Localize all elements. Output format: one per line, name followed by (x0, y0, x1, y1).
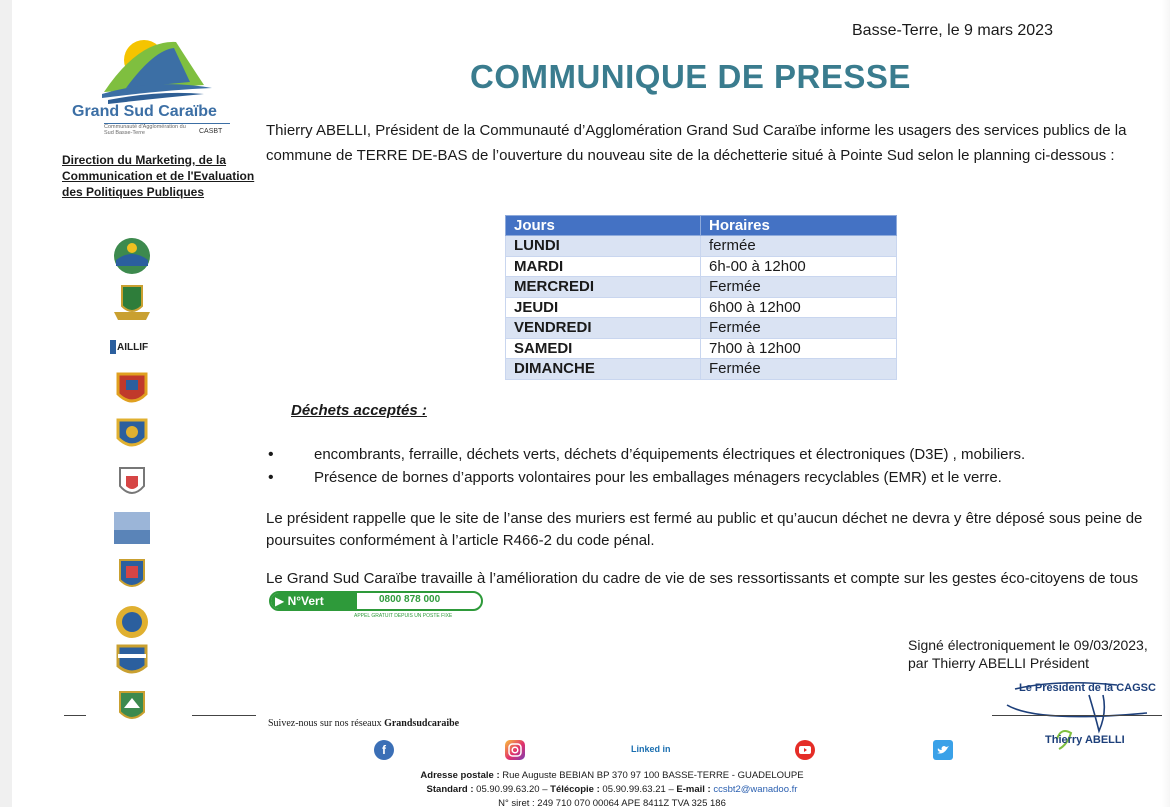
facebook-icon[interactable]: f (374, 740, 394, 760)
hours-cell: Fermée (701, 277, 897, 298)
youtube-icon[interactable] (795, 740, 815, 760)
follow-us-text (268, 718, 459, 729)
footer-divider (192, 715, 256, 716)
day-cell: JEUDI (506, 297, 701, 318)
hours-cell: fermée (701, 236, 897, 257)
direction-label: Direction du Marketing, de la Communication et de l'Evaluation des Politiques Publiques (62, 153, 255, 199)
footer-divider (64, 715, 86, 716)
table-row (506, 277, 897, 298)
crest-icon (110, 686, 154, 726)
day-cell: LUNDI (506, 236, 701, 257)
address-line (312, 769, 912, 783)
linkedin-icon[interactable]: Linked in (631, 744, 671, 754)
hours-cell: 6h00 à 12h00 (701, 297, 897, 318)
follow-label: Suivez-nous sur nos réseaux (268, 718, 382, 729)
fax-value: 05.90.99.63.21 – (602, 784, 674, 795)
signature-line-2: par Thierry ABELLI Président (908, 655, 1090, 671)
engagement-paragraph: Le Grand Sud Caraïbe travaille à l’amélioration du cadre de vie de ses ressortissants et compte sur les gestes éco-citoyens de tous (266, 570, 1139, 587)
numero-vert-badge[interactable] (269, 591, 483, 611)
crest-icon (110, 602, 154, 642)
crest-icon (110, 414, 154, 454)
crest-icon (110, 554, 154, 594)
email-link[interactable]: ccsbt2@wanadoo.fr (713, 784, 798, 795)
accepted-waste-heading: Déchets acceptés : (291, 402, 427, 419)
crest-icon (110, 462, 154, 502)
page-edge-shadow (1162, 0, 1170, 807)
siret-line: N° siret : 249 710 070 00064 APE 8411Z TVA 325 186 (498, 798, 726, 807)
table-row (506, 318, 897, 339)
column-header-hours: Horaires (701, 216, 897, 236)
hours-cell: Fermée (701, 318, 897, 339)
day-cell: SAMEDI (506, 338, 701, 359)
list-item: • Présence de bornes d’apports volontaires pour les emballages ménagers recyclables (EMR) et le verre. (266, 466, 1146, 489)
numero-vert-label: ▶ N°Vert (271, 593, 357, 609)
logo-acronym: CASBT (199, 128, 223, 135)
crest-icon (110, 640, 154, 680)
list-item: • encombrants, ferraille, déchets verts, déchets d’équipements électriques et électroniques (D3E) , mobiliers. (266, 443, 1146, 466)
accepted-waste-list (266, 443, 1146, 489)
day-cell: MERCREDI (506, 277, 701, 298)
table-row (506, 256, 897, 277)
fax-label: Télécopie : (550, 784, 600, 795)
contact-line (312, 783, 912, 797)
table-row (506, 236, 897, 257)
footer-divider (992, 715, 1162, 716)
crest-icon (110, 370, 154, 410)
page-title: COMMUNIQUE DE PRESSE (470, 58, 911, 95)
schedule-header-row (506, 216, 897, 236)
address-label: Adresse postale : (420, 770, 500, 781)
intro-paragraph: Thierry ABELLI, Président de la Communauté d’Agglomération Grand Sud Caraïbe informe les usagers des services publics de la commune de TERRE DE-BAS de l’ouverture du nouveau site de la déchetterie situé à Pointe Sud selon le planning ci-dessous : (266, 122, 1127, 164)
reminder-paragraph: Le président rappelle que le site de l’anse des muriers est fermé au public et qu’aucun déchet ne devra y être déposé sous peine de poursuites conformément à l’article R466-2 du code pénal. (266, 510, 1143, 549)
crest-icon (110, 282, 154, 322)
hours-cell: 6h-00 à 12h00 (701, 256, 897, 277)
signature-block (908, 636, 1148, 672)
contact-address (312, 769, 912, 807)
logo-name: Grand Sud Caraïbe (72, 103, 217, 120)
numero-vert-text: N°Vert (287, 594, 324, 608)
day-cell: DIMANCHE (506, 359, 701, 380)
standard-value: 05.90.99.63.20 – (476, 784, 548, 795)
crest-icon (110, 236, 154, 276)
follow-handle: Grandsudcaraibe (384, 718, 460, 729)
table-row (506, 338, 897, 359)
numero-vert-note: APPEL GRATUIT DEPUIS UN POSTE FIXE (354, 613, 453, 619)
numero-vert-number: 0800 878 000 (379, 594, 441, 605)
hours-cell: 7h00 à 12h00 (701, 338, 897, 359)
twitter-icon[interactable] (933, 740, 953, 760)
instagram-icon[interactable] (505, 740, 525, 760)
table-row (506, 359, 897, 380)
schedule-table (505, 215, 897, 380)
document-date: Basse-Terre, le 9 mars 2023 (852, 22, 1053, 39)
table-row (506, 297, 897, 318)
logo-subtitle: Communauté d'Agglomération du Sud Basse-Terre (104, 124, 186, 136)
day-cell: MARDI (506, 256, 701, 277)
crest-label: AILLIF (117, 342, 149, 353)
day-cell: VENDREDI (506, 318, 701, 339)
standard-label: Standard : (426, 784, 474, 795)
signature-line-1: Signé électroniquement le 09/03/2023, (908, 637, 1148, 653)
email-label: E-mail : (676, 784, 711, 795)
signature-stamp-title: Le Président de la CAGSC (1019, 682, 1156, 694)
crest-icon (110, 508, 154, 548)
column-header-days: Jours (506, 216, 701, 236)
hours-cell: Fermée (701, 359, 897, 380)
address-value: Rue Auguste BEBIAN BP 370 97 100 BASSE-TERRE - GUADELOUPE (502, 770, 804, 781)
signature-stamp-name: Thierry ABELLI (1045, 734, 1125, 746)
